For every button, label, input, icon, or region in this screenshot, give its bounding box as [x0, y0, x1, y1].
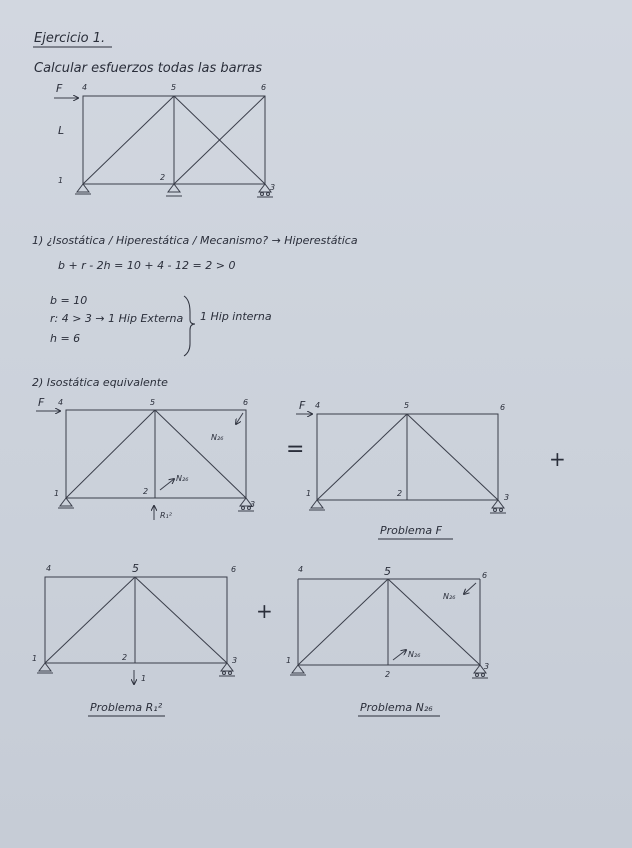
node-label: 3: [484, 662, 490, 671]
problem-f-caption: Problema F: [380, 524, 442, 537]
node-label: 6: [261, 83, 267, 92]
force-arrow-icon: [393, 650, 406, 660]
truss-problem-r: [37, 577, 238, 684]
pin-support-icon: [58, 498, 74, 508]
reactions-count: r: 4 > 3 → 1 Hip Externa: [50, 312, 184, 325]
node-label: 3: [504, 493, 510, 502]
node-label: 4: [82, 83, 88, 92]
length-label: L: [58, 124, 65, 137]
force-label: F: [299, 399, 306, 412]
pin-support-icon: [166, 184, 182, 196]
force-n26-label: N₂₆: [176, 474, 189, 483]
force-label: F: [56, 82, 63, 95]
plus-sign: +: [256, 599, 273, 623]
node-label: 6: [482, 571, 488, 580]
node-label: 2: [143, 487, 149, 496]
node-label: 4: [46, 564, 52, 573]
node-label: 1: [286, 656, 292, 665]
truss-problem-f: [296, 414, 506, 513]
node-label: 3: [250, 500, 256, 509]
internal-hyperstatic: 1 Hip interna: [200, 310, 272, 323]
nodes-count: h = 6: [50, 332, 81, 345]
exercise-statement: Calcular esfuerzos todas las barras: [34, 61, 263, 76]
node-label: 2: [160, 173, 166, 182]
node-label: 5: [384, 565, 391, 578]
question-2: 2) Isostática equivalente: [32, 376, 168, 389]
node-label: 2: [385, 670, 391, 679]
force-n26-label: N₂₆: [408, 650, 421, 659]
node-label: 1: [306, 489, 312, 498]
question-1: 1) ¿Isostática / Hiperestática / Mecanismo? → Hiperestática: [32, 234, 358, 247]
force-arrow-icon: [464, 583, 476, 594]
curly-brace: [184, 296, 195, 356]
node-label: 3: [232, 656, 238, 665]
node-label: 1: [54, 489, 60, 498]
node-label: 5: [150, 398, 156, 407]
plus-sign: +: [549, 447, 566, 471]
node-label: 1: [141, 674, 147, 683]
node-label: 4: [315, 401, 321, 410]
problem-r-caption: Problema R₁²: [90, 701, 163, 714]
equals-sign: =: [286, 437, 305, 462]
node-label: 3: [270, 183, 276, 192]
truss-equivalent: [36, 410, 254, 520]
node-label: 6: [243, 398, 249, 407]
node-label: 4: [298, 565, 304, 574]
force-n26-label: N₂₆: [211, 433, 224, 442]
node-label: 2: [122, 653, 128, 662]
node-label: 2: [397, 489, 403, 498]
pin-support-icon: [37, 663, 53, 673]
problem-n-caption: Problema N₂₆: [360, 701, 433, 714]
count-formula: b + r - 2h = 10 + 4 - 12 = 2 > 0: [58, 259, 236, 272]
force-arrow-icon: [236, 413, 243, 424]
node-label: 5: [404, 401, 410, 410]
node-label: 1: [58, 176, 64, 185]
truss-problem-n: [290, 579, 488, 678]
reaction-label: R₁²: [160, 511, 172, 520]
node-label: 5: [132, 562, 139, 575]
pin-support-icon: [290, 665, 306, 675]
exercise-title: Ejercicio 1.: [34, 31, 106, 46]
node-label: 6: [231, 565, 237, 574]
node-label: 1: [32, 654, 38, 663]
node-label: 5: [171, 83, 177, 92]
pin-support-icon: [309, 500, 325, 510]
bars-count: b = 10: [50, 294, 88, 307]
force-n26-label: N₂₆: [443, 592, 456, 601]
node-label: 4: [58, 398, 64, 407]
force-label: F: [38, 396, 45, 409]
force-arrow-icon: [160, 479, 174, 490]
pin-support-icon: [75, 184, 91, 194]
node-label: 6: [500, 403, 506, 412]
